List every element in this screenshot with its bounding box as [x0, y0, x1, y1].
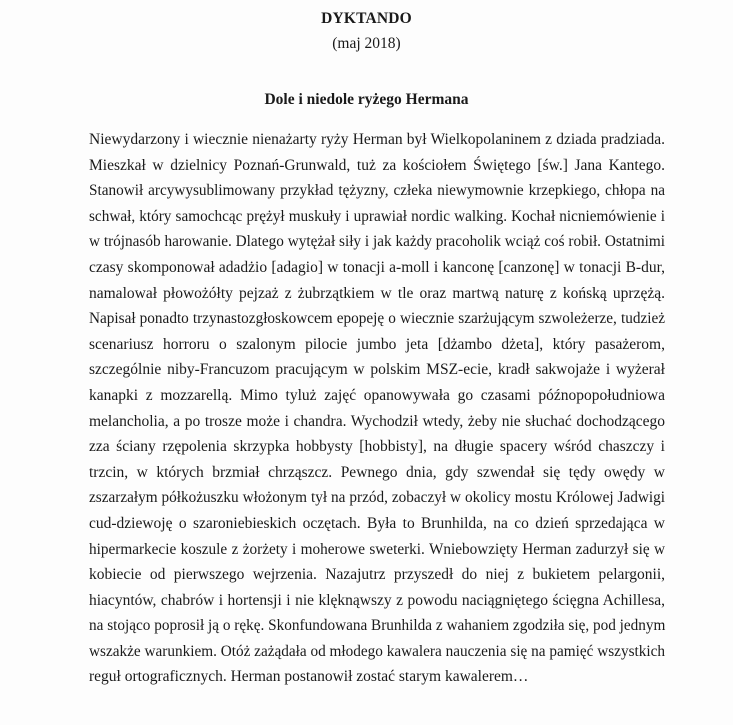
- text-line: zza ściany rzępolenia skrzypka hobbysty [hobbisty], na długie spacery wśród chaszczy i: [89, 438, 665, 456]
- text-line: hiacyntów, chabrów i hortensji i nie klęknąwszy z powodu naciągniętego ścięgna Achillesa,: [89, 591, 665, 609]
- text-line: kanapki z mozzarellą. Mimo tyluż zajęć opanowywała go czasami późnopopołudniowa: [89, 386, 665, 404]
- text-line: namalował płowożółty pejzaż z żubrzątkiem w tle oraz martwą naturę z końską uprzężą.: [89, 284, 665, 302]
- text-line: trzcin, w których brzmiał chrząszcz. Pewnego dnia, gdy szwendał się tędy owędy w: [89, 463, 665, 481]
- text-line: Stanowił arcywysublimowany przykład tężyzny, człeka niewymownie krzepkiego, chłopa na: [89, 182, 665, 200]
- text-line: kobiecie od pierwszego wejrzenia. Nazajutrz przyszedł do niej z bukietem pelargonii,: [89, 566, 665, 584]
- text-line: cud-dziewoję o szaroniebieskich oczętach. Była to Brunhilda, na co dzień sprzedająca w: [89, 514, 665, 532]
- text-line: w trójnasób harowanie. Dlatego wytężał siły i jak każdy pracoholik wciąż coś robił. Ostatnimi: [89, 233, 665, 251]
- text-line: na stojąco poprosił ją o rękę. Skonfundowana Brunhilda z wahaniem zgodziła się, pod jednym: [89, 617, 666, 635]
- text-line: wszakże warunkiem. Otóż zażądała od młodego kawalera nauczenia się na pamięć wszystkich: [89, 642, 665, 660]
- document-heading: Dole i niedole ryżego Hermana: [264, 91, 469, 108]
- text-line: reguł ortograficznych. Herman postanowił zostać starym kawalerem…: [89, 668, 529, 686]
- text-line: zszarzałym półkożuszku włożonym tył na przód, zobaczył w okolicy mostu Królowej Jadwigi: [89, 489, 665, 507]
- text-line: Mieszkał w dzielnicy Poznań-Grunwald, tuż za kościołem Świętego [św.] Jana Kantego.: [89, 156, 665, 174]
- text-line: melancholia, a po trosze może i chandra. Wychodził wtedy, żeby nie słuchać dochodzącego: [89, 412, 665, 430]
- text-line: schwał, który samochcąc prężył muskuły i uprawiał nordic walking. Kochał nicniemówienie i: [89, 207, 665, 225]
- dictation-body: [89, 127, 665, 690]
- text-line: scenariusz horroru o szalonym pilocie jumbo jeta [dżambo dżeta], który pasażerom,: [89, 335, 665, 353]
- text-line: Napisał ponadto trzynastozgłoskowcem epopeję o wiecznie szarżującym szwoleżerze, tudzież: [89, 310, 665, 328]
- text-line: szczególnie niby-Francuzom pracującym w polskim MSZ-ecie, kradł sakwojaże i wyżerał: [89, 361, 665, 379]
- text-line: czasy skomponował adadżio [adagio] w tonacji a-moll i kanconę [canzonę] w tonacji B-dur,: [89, 258, 665, 276]
- text-line: Niewydarzony i wiecznie nienażarty ryży Herman był Wielkopolaninem z dziada pradziada.: [89, 131, 665, 148]
- document-title: DYKTANDO: [321, 10, 412, 27]
- document-date: (maj 2018): [332, 35, 401, 52]
- text-line: hipermarkecie koszule z żorżety i moherowe sweterki. Wniebowzięty Herman zadurzył się w: [89, 540, 665, 558]
